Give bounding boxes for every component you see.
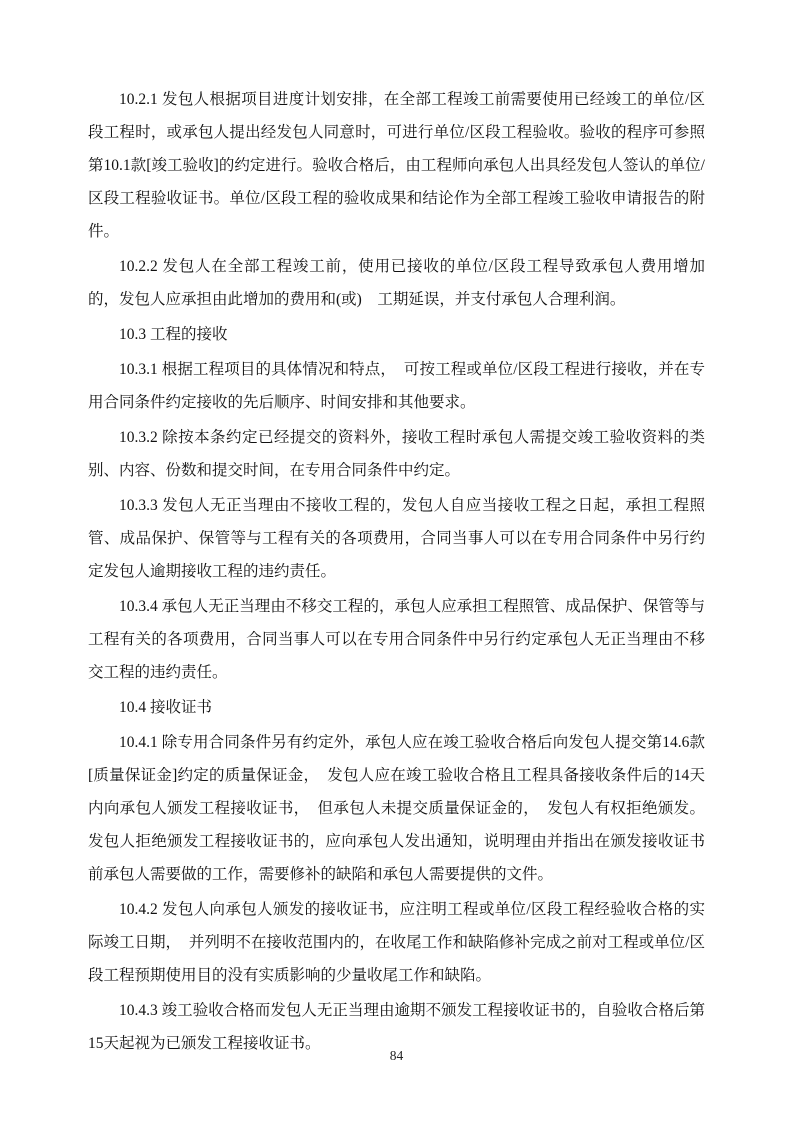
document-body: [88, 83, 705, 1060]
heading-10-3: 10.3 工程的接收: [119, 326, 228, 343]
clause-10-2-2: 10.2.2 发包人在全部工程竣工前，使用已接收的单位/区段工程导致承包人费用增加的，发包人应承担由此增加的费用和(或) 工期延误，并支付承包人合理利润。: [88, 258, 705, 308]
clause-10-4-3: 10.4.3 竣工验收合格而发包人无正当理由逾期不颁发工程接收证书的，自验收合格后第15天起视为已颁发工程接收证书。: [88, 1002, 705, 1052]
page-number: 84: [389, 1048, 404, 1063]
heading-10-4: 10.4 接收证书: [119, 699, 213, 716]
clause-10-3-3: 10.3.3 发包人无正当理由不接收工程的，发包人自应当接收工程之日起，承担工程照管、成品保护、保管等与工程有关的各项费用，合同当事人可以在专用合同条件中另行约定发包人逾期接收工程的违约责任。: [88, 497, 705, 580]
clause-10-4-1: 10.4.1 除专用合同条件另有约定外，承包人应在竣工验收合格后向发包人提交第14.6款[质量保证金]约定的质量保证金， 发包人应在竣工验收合格且工程具备接收条件后的14天内向承包人颁发工程接收证书， 但承包人未提交质量保证金的， 发包人有权拒绝颁发。发包人拒绝颁发工程接收证书的，应向承包人发出通知，说明理由并指出在颁发接收证书前承包人需要做的工作，需要修补的缺陷和承包人需要提供的文件。: [88, 734, 705, 883]
clause-10-3-2: 10.3.2 除按本条约定已经提交的资料外，接收工程时承包人需提交竣工验收资料的类别、内容、份数和提交时间，在专用合同条件中约定。: [88, 429, 705, 479]
clause-10-2-1: 10.2.1 发包人根据项目进度计划安排，在全部工程竣工前需要使用已经竣工的单位/区段工程时，或承包人提出经发包人同意时，可进行单位/区段工程验收。验收的程序可参照第10.1款[竣工验收]的约定进行。验收合格后，由工程师向承包人出具经发包人签认的单位/区段工程验收证书。单位/区段工程的验收成果和结论作为全部工程竣工验收申请报告的附件。: [88, 91, 705, 240]
clause-10-3-1: 10.3.1 根据工程项目的具体情况和特点， 可按工程或单位/区段工程进行接收，并在专用合同条件约定接收的先后顺序、时间安排和其他要求。: [88, 361, 705, 411]
page-footer: [0, 1048, 793, 1064]
clause-10-3-4: 10.3.4 承包人无正当理由不移交工程的，承包人应承担工程照管、成品保护、保管等与工程有关的各项费用，合同当事人可以在专用合同条件中另行约定承包人无正当理由不移交工程的违约责任。: [88, 598, 705, 681]
clause-10-4-2: 10.4.2 发包人向承包人颁发的接收证书，应注明工程或单位/区段工程经验收合格的实际竣工日期， 并列明不在接收范围内的，在收尾工作和缺陷修补完成之前对工程或单位/区段工程预期使用目的没有实质影响的少量收尾工作和缺陷。: [88, 901, 705, 984]
